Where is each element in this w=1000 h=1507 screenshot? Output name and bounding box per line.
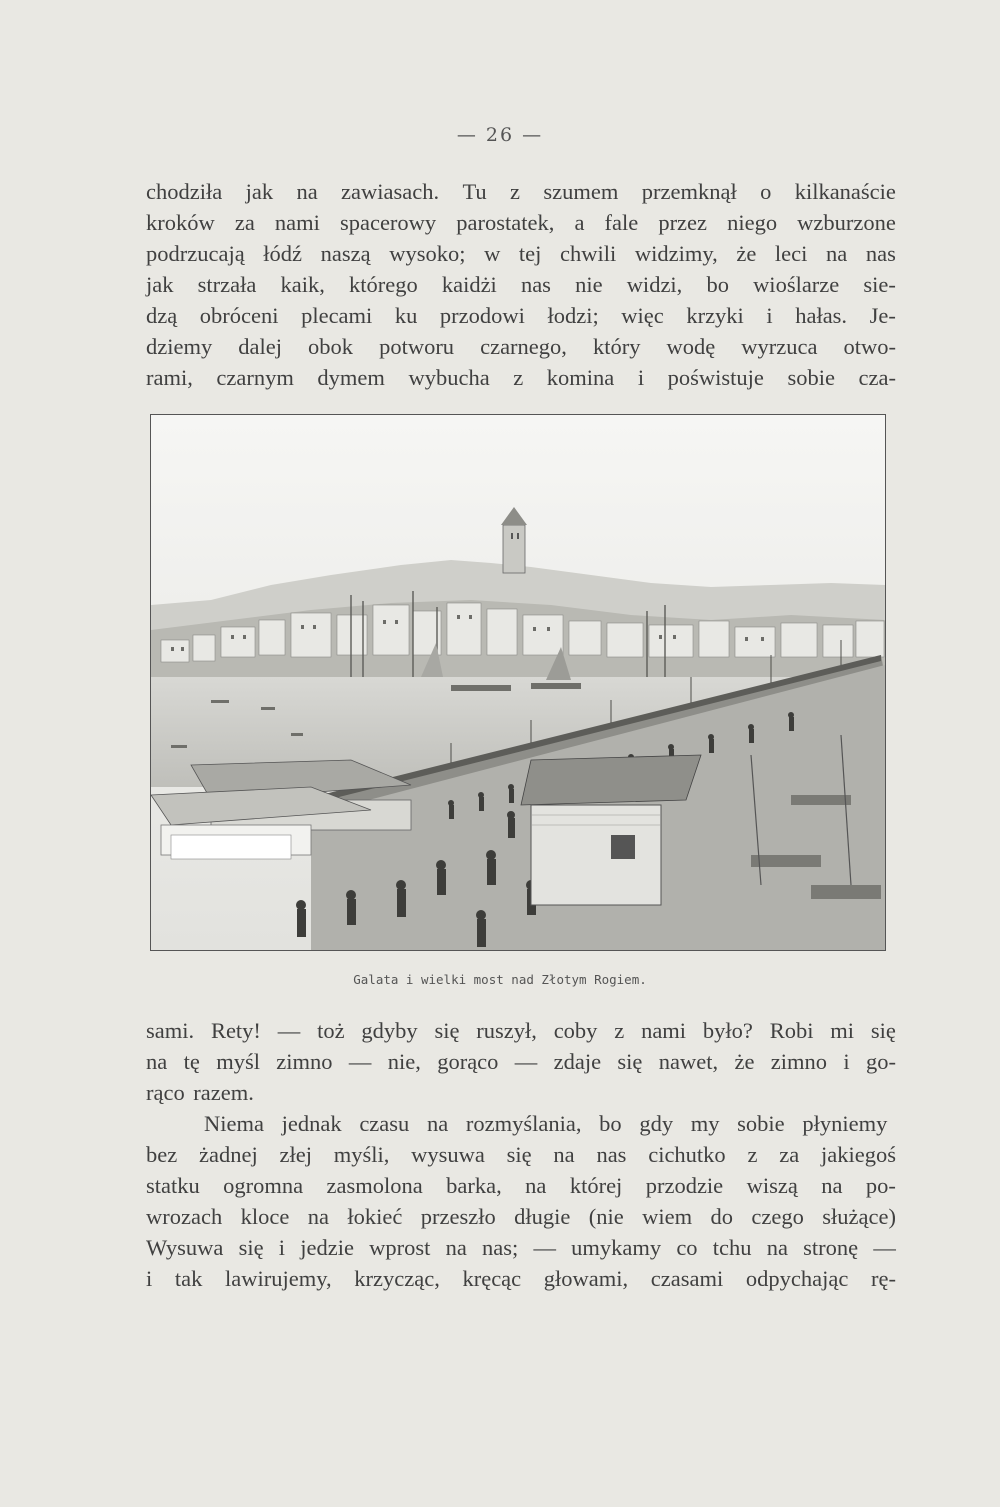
word: (nie — [588, 1204, 624, 1229]
word: wiszą — [746, 1173, 798, 1198]
word: widzimy, — [634, 241, 718, 266]
word: statku — [146, 1173, 200, 1198]
word: tchu — [712, 1235, 752, 1260]
word: a — [574, 210, 585, 235]
word: bo — [706, 272, 729, 297]
word: i — [278, 1235, 286, 1260]
word: nami — [641, 1018, 687, 1043]
word: na — [445, 1235, 467, 1260]
word: otwo- — [843, 334, 896, 359]
word: Rety! — [210, 1018, 261, 1043]
word: razem. — [193, 1080, 254, 1105]
word: strzała — [197, 272, 257, 297]
word: fale — [604, 210, 639, 235]
word: się — [238, 1235, 264, 1260]
word: więc — [621, 303, 664, 328]
word: wybucha — [408, 365, 490, 390]
word: parostatek, — [456, 210, 555, 235]
word: nas; — [482, 1235, 519, 1260]
word: rąco — [146, 1080, 185, 1105]
word: chodziła — [146, 179, 223, 204]
word: czarnego, — [480, 334, 567, 359]
word: lawirujemy, — [225, 1266, 332, 1291]
word: sami. — [146, 1018, 195, 1043]
word: jak — [146, 272, 174, 297]
word: — — [533, 1235, 556, 1260]
word: wysuwa — [411, 1142, 485, 1167]
word: się — [870, 1018, 896, 1043]
text-line — [146, 1263, 896, 1294]
word: na — [296, 179, 318, 204]
word: zimno — [770, 1049, 828, 1074]
word: na — [821, 1173, 843, 1198]
word: który — [592, 334, 641, 359]
word: przemknął — [641, 179, 737, 204]
word: czarnym — [216, 365, 294, 390]
word: za — [234, 210, 255, 235]
word: na — [426, 1111, 449, 1136]
word: obróceni — [199, 303, 279, 328]
text-line — [146, 238, 896, 269]
word: wiem — [642, 1204, 693, 1229]
word: niego — [727, 210, 778, 235]
word: plecami — [301, 303, 373, 328]
word: na — [307, 1204, 329, 1229]
word: rę- — [870, 1266, 896, 1291]
word: toż — [317, 1018, 345, 1043]
word: płyniemy — [802, 1111, 888, 1136]
word: sie- — [863, 272, 896, 297]
word: gdyby — [361, 1018, 418, 1043]
word: jednak — [281, 1111, 342, 1136]
word: nas — [865, 241, 896, 266]
word: jakiegoś — [820, 1142, 896, 1167]
word: za — [779, 1142, 800, 1167]
word: i — [637, 365, 645, 390]
photograph-galata-bridge — [150, 414, 886, 951]
word: przez — [658, 210, 708, 235]
word: czasu — [359, 1111, 410, 1136]
word: stronę — [803, 1235, 859, 1260]
word: kloce — [240, 1204, 290, 1229]
word: go- — [866, 1049, 896, 1074]
word: z — [510, 179, 521, 204]
text-line — [146, 331, 896, 362]
word: i — [766, 303, 773, 328]
word: cza- — [858, 365, 896, 390]
word: się — [506, 1142, 532, 1167]
word: myśl — [216, 1049, 260, 1074]
word: łodzi; — [547, 303, 599, 328]
word: czasami — [650, 1266, 724, 1291]
word: umykamy — [571, 1235, 662, 1260]
word: tej — [518, 241, 542, 266]
word: widzi, — [626, 272, 683, 297]
word: — — [873, 1235, 896, 1260]
word: jedzie — [300, 1235, 354, 1260]
word: wyrzuca — [741, 334, 818, 359]
word: łokieć — [347, 1204, 403, 1229]
word: mi — [830, 1018, 855, 1043]
word: ruszył, — [476, 1018, 537, 1043]
word: Robi — [769, 1018, 814, 1043]
word: potworu — [379, 334, 455, 359]
word: — — [514, 1049, 538, 1074]
word: Je- — [869, 303, 896, 328]
word: coby — [553, 1018, 598, 1043]
word: cichutko — [648, 1142, 726, 1167]
word: przodowi — [439, 303, 525, 328]
text-line — [146, 300, 896, 331]
word: krzycząc, — [354, 1266, 440, 1291]
word: myśli, — [333, 1142, 390, 1167]
word: tak — [174, 1266, 203, 1291]
text-line — [146, 1139, 896, 1170]
word: obok — [308, 334, 354, 359]
word: bez — [146, 1142, 178, 1167]
word: nie — [575, 272, 603, 297]
word: chwili — [560, 241, 617, 266]
word: czego — [751, 1204, 804, 1229]
word: kręcąc — [462, 1266, 522, 1291]
word: jak — [245, 179, 274, 204]
figure-caption: Galata i wielki most nad Złotym Rogiem. — [353, 972, 647, 987]
word: leci — [774, 241, 808, 266]
word: żadnej — [199, 1142, 258, 1167]
word: szumem — [543, 179, 619, 204]
text-line — [146, 207, 896, 238]
word: na — [826, 241, 848, 266]
text-line — [146, 362, 896, 393]
word: z — [747, 1142, 758, 1167]
word: z — [513, 365, 524, 390]
word: kaidżi — [441, 272, 497, 297]
word: spacerowy — [339, 210, 437, 235]
word: Wysuwa — [146, 1235, 224, 1260]
word: gdy — [639, 1111, 674, 1136]
word: na — [553, 1142, 575, 1167]
word: ogromna — [223, 1173, 304, 1198]
word: i — [843, 1049, 850, 1074]
word: rami, — [146, 365, 193, 390]
word: którego — [348, 272, 418, 297]
word: nie, — [387, 1049, 421, 1074]
word: Niema — [204, 1111, 264, 1136]
word: dzą — [146, 303, 178, 328]
word: my — [690, 1111, 720, 1136]
word: naszą — [320, 241, 371, 266]
word: i — [146, 1266, 153, 1291]
word: hałas. — [795, 303, 848, 328]
word: gorąco — [437, 1049, 499, 1074]
word: zdaje — [553, 1049, 602, 1074]
word: do — [710, 1204, 733, 1229]
word: wodę — [666, 334, 716, 359]
text-line — [146, 1232, 896, 1263]
word: zimno — [276, 1049, 333, 1074]
word: nawet, — [658, 1049, 719, 1074]
word: kaik, — [280, 272, 325, 297]
word: było? — [702, 1018, 753, 1043]
word: dziemy — [146, 334, 213, 359]
word: że — [734, 1049, 755, 1074]
text-line — [146, 269, 896, 300]
word: zasmolona — [326, 1173, 423, 1198]
word: wysoko; — [389, 241, 466, 266]
word: nas — [520, 272, 551, 297]
word: ku — [394, 303, 418, 328]
word: łódź — [263, 241, 303, 266]
word: przodzie — [645, 1173, 724, 1198]
word: której — [569, 1173, 623, 1198]
word: rozmyślania, — [465, 1111, 582, 1136]
word: sobie — [787, 365, 835, 390]
word: bo — [599, 1111, 622, 1136]
word: po- — [865, 1173, 896, 1198]
word: wzburzone — [797, 210, 896, 235]
word: głowami, — [543, 1266, 629, 1291]
word: podrzucają — [146, 241, 245, 266]
word: komina — [546, 365, 615, 390]
word: o — [760, 179, 772, 204]
text-line — [146, 1108, 896, 1139]
word: — — [277, 1018, 301, 1043]
word: na — [766, 1235, 788, 1260]
word: nami — [274, 210, 320, 235]
word: że — [736, 241, 757, 266]
word: się — [434, 1018, 460, 1043]
word: wprost — [369, 1235, 431, 1260]
word: służące) — [822, 1204, 896, 1229]
word: długie — [514, 1204, 571, 1229]
word: się — [617, 1049, 643, 1074]
word: kroków — [146, 210, 215, 235]
word: odpychając — [745, 1266, 849, 1291]
photo-illustration — [151, 415, 885, 950]
text-line — [146, 1015, 896, 1046]
word: wioślarze — [753, 272, 840, 297]
bottom-text — [146, 1015, 896, 1294]
word: z — [614, 1018, 625, 1043]
word: barka, — [446, 1173, 502, 1198]
word: sobie — [737, 1111, 785, 1136]
text-line — [146, 1201, 896, 1232]
word: wrozach — [146, 1204, 223, 1229]
word: kilkanaście — [794, 179, 896, 204]
text-line — [146, 1170, 896, 1201]
word: w — [484, 241, 501, 266]
page-number: — 26 — — [456, 124, 544, 146]
word: złej — [279, 1142, 312, 1167]
word: — — [348, 1049, 372, 1074]
text-line — [146, 1046, 896, 1077]
word: krzyki — [686, 303, 744, 328]
text-line — [146, 176, 896, 207]
word: poświstuje — [667, 365, 764, 390]
word: co — [676, 1235, 698, 1260]
word: nas — [596, 1142, 627, 1167]
top-paragraph — [146, 176, 896, 393]
word: dalej — [238, 334, 282, 359]
text-line — [146, 1077, 896, 1108]
word: tę — [183, 1049, 200, 1074]
word: zawiasach. — [341, 179, 440, 204]
word: przeszło — [420, 1204, 496, 1229]
word: dymem — [317, 365, 385, 390]
word: Tu — [462, 179, 487, 204]
word: na — [525, 1173, 547, 1198]
word: na — [146, 1049, 168, 1074]
